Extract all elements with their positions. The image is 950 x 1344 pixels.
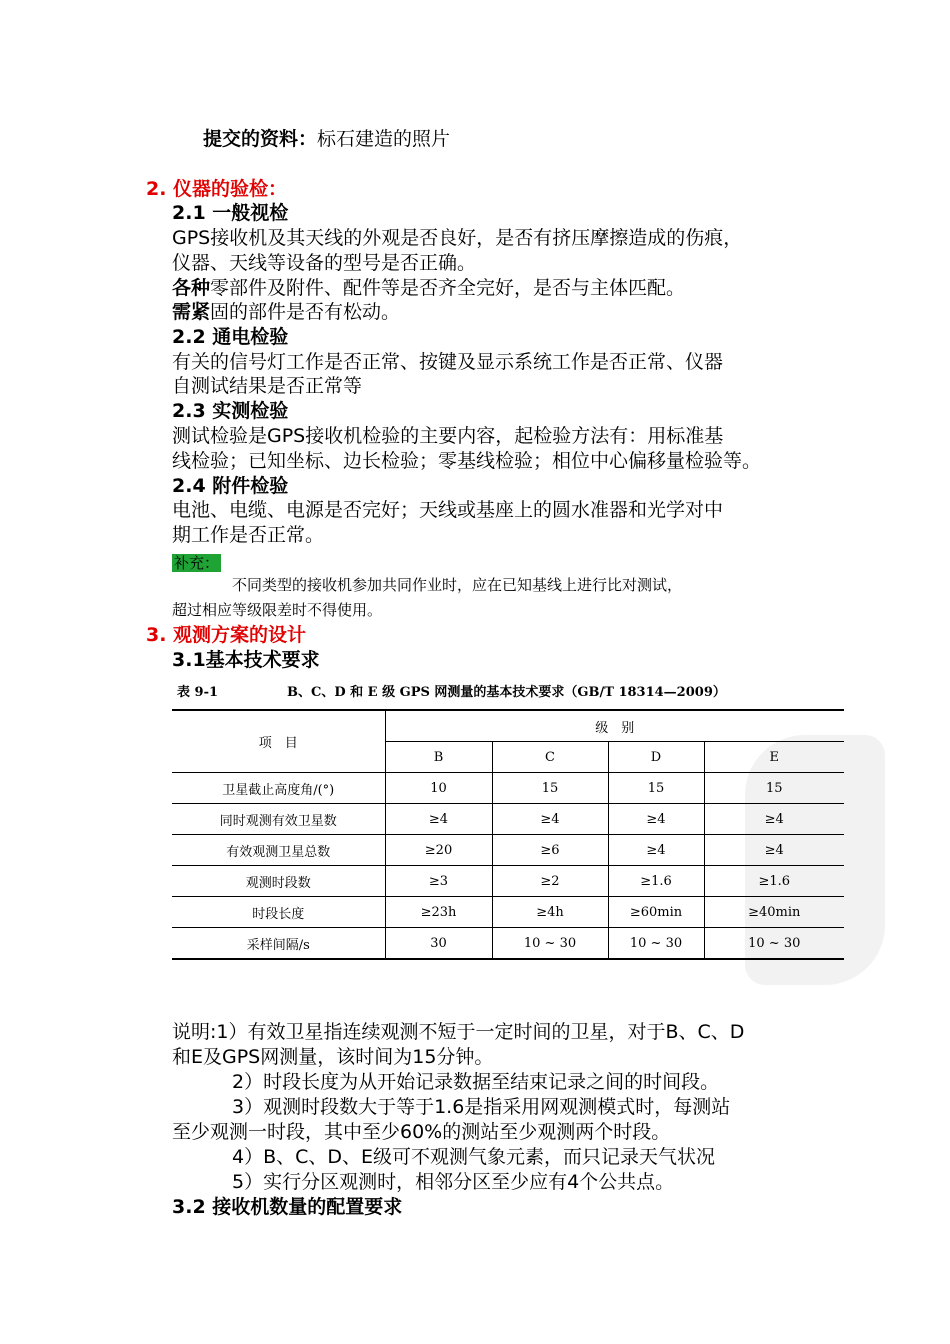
s21-line-3-rest: 零部件及附件、配件等是否齐全完好，是否与主体匹配。 [210,277,686,299]
row-item: 观测时段数 [172,866,385,897]
cell: 10 ~ 30 [608,928,704,960]
note-line-7: 5）实行分区观测时，相邻分区至少应有4个公共点。 [232,1171,675,1193]
submit-label: 提交的资料： [203,128,318,150]
s23-line-2: 线检验；已知坐标、边长检验；零基线检验；相位中心偏移量检验等。 [172,450,762,472]
table-row [172,928,844,960]
submit-value: 标石建造的照片 [317,128,451,150]
s22-line-2: 自测试结果是否正常等 [172,375,363,397]
row-item: 有效观测卫星总数 [172,835,385,866]
row-item: 采样间隔/s [172,928,385,960]
note-line-4: 3）观测时段数大于等于1.6是指采用网观测模式时，每测站 [232,1096,731,1118]
s22-line-1: 有关的信号灯工作是否正常、按键及显示系统工作是否正常、仪器 [172,351,724,373]
cell: ≥4 [492,804,608,835]
cell: ≥3 [385,866,492,897]
table-row [172,804,844,835]
s31-title: 3.1基本技术要求 [172,649,320,671]
cell: 10 ~ 30 [704,928,844,960]
s21-line-2: 仪器、天线等设备的型号是否正确。 [172,252,477,274]
cell: ≥40min [704,897,844,928]
s21-line-4-rest: 固的部件是否有松动。 [210,301,401,323]
section3-heading: 3. 观测方案的设计 [146,624,307,646]
header-item: 项 目 [172,710,385,773]
s21-title: 2.1 一般视检 [172,202,289,224]
submit-line [203,127,450,151]
note-line-1: 说明:1）有效卫星指连续观测不短于一定时间的卫星，对于B、C、D [172,1021,745,1043]
s32-title: 3.2 接收机数量的配置要求 [172,1196,403,1218]
note-line-3: 2）时段长度为从开始记录数据至结束记录之间的时间段。 [232,1071,720,1093]
cell: 15 [608,773,704,804]
table-caption-no: 表 9-1 [177,685,219,700]
cell: 30 [385,928,492,960]
s24-line-2: 期工作是否正常。 [172,524,325,546]
cell: ≥1.6 [704,866,844,897]
note-line-2: 和E及GPS网测量，该时间为15分钟。 [172,1046,494,1068]
grade-d: D [608,742,704,773]
supplement-line-1: 不同类型的接收机参加共同作业时，应在已知基线上进行比对测试， [232,576,683,594]
requirements-table [172,709,844,960]
row-item: 同时观测有效卫星数 [172,804,385,835]
row-item: 时段长度 [172,897,385,928]
grade-b: B [385,742,492,773]
cell: 15 [492,773,608,804]
cell: ≥4 [704,835,844,866]
s23-title: 2.3 实测检验 [172,400,289,422]
grade-e: E [704,742,844,773]
s21-line-4 [172,300,400,324]
s21-line-1: GPS接收机及其天线的外观是否良好，是否有挤压摩擦造成的伤痕， [172,227,743,249]
table-row [172,866,844,897]
supplement-label: 补充： [174,554,220,572]
cell: ≥23h [385,897,492,928]
cell: ≥4 [608,835,704,866]
cell: ≥2 [492,866,608,897]
s22-title: 2.2 通电检验 [172,326,289,348]
cell: 15 [704,773,844,804]
table-row [172,897,844,928]
cell: ≥4 [704,804,844,835]
cell: ≥4 [385,804,492,835]
cell: 10 ~ 30 [492,928,608,960]
cell: ≥20 [385,835,492,866]
header-grade: 级 别 [385,710,844,742]
supplement-line-2: 超过相应等级限差时不得使用。 [172,601,383,619]
cell: ≥1.6 [608,866,704,897]
cell: 10 [385,773,492,804]
s21-line-3-bold: 各种 [172,277,211,299]
cell: ≥60min [608,897,704,928]
table-row [172,773,844,804]
s24-title: 2.4 附件检验 [172,475,289,497]
s21-line-3 [172,276,685,300]
cell: ≥4 [608,804,704,835]
table-row [172,835,844,866]
table-caption: B、C、D 和 E 级 GPS 网测量的基本技术要求（GB/T 18314—2009） [287,685,726,700]
s23-line-1: 测试检验是GPS接收机检验的主要内容，起检验方法有：用标准基 [172,425,724,447]
supplement-label-line [172,550,221,575]
note-line-6: 4）B、C、D、E级可不观测气象元素，而只记录天气状况 [232,1146,716,1168]
s24-line-1: 电池、电缆、电源是否完好；天线或基座上的圆水准器和光学对中 [172,499,724,521]
grade-c: C [492,742,608,773]
note-line-5: 至少观测一时段，其中至少60%的测站至少观测两个时段。 [172,1121,671,1143]
cell: ≥6 [492,835,608,866]
section2-heading: 2. 仪器的验检： [146,178,288,200]
cell: ≥4h [492,897,608,928]
s21-line-4-bold: 需紧 [172,301,211,323]
row-item: 卫星截止高度角/(°) [172,773,385,804]
